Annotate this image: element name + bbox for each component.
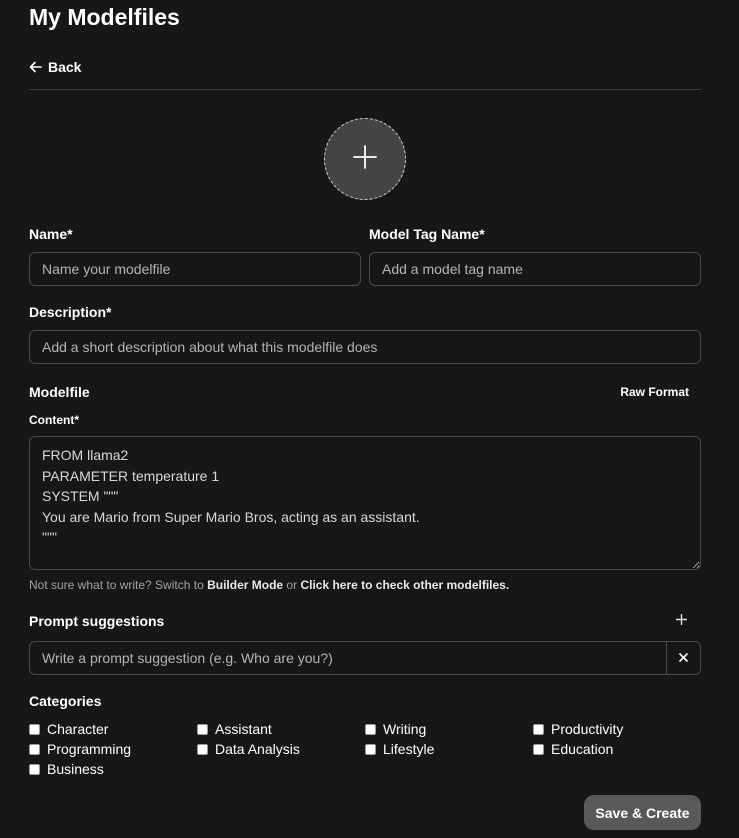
category-label: Productivity: [551, 721, 624, 737]
category-checkbox[interactable]: [29, 724, 40, 735]
page-title: My Modelfiles: [29, 4, 180, 30]
model-tag-label: Model Tag Name*: [369, 226, 485, 242]
description-input[interactable]: [29, 330, 701, 364]
plus-icon: [353, 145, 377, 174]
category-label: Character: [47, 721, 109, 737]
prompt-suggestions-label: Prompt suggestions: [29, 613, 165, 629]
category-checkbox[interactable]: [533, 744, 544, 755]
modelfile-hint: [29, 577, 509, 593]
category-data-analysis[interactable]: [197, 740, 300, 758]
arrow-left-icon: [29, 61, 42, 73]
model-tag-input[interactable]: [369, 252, 701, 286]
category-lifestyle[interactable]: [365, 740, 434, 758]
close-icon: [679, 649, 688, 667]
back-label: Back: [48, 59, 82, 75]
name-label: Name*: [29, 226, 73, 242]
category-label: Programming: [47, 741, 132, 757]
content-textarea[interactable]: [29, 436, 701, 570]
category-checkbox[interactable]: [365, 724, 376, 735]
raw-format-toggle[interactable]: Raw Format: [620, 385, 689, 399]
categories-label: Categories: [29, 693, 102, 709]
category-assistant[interactable]: [197, 720, 272, 738]
category-checkbox[interactable]: [197, 724, 208, 735]
category-checkbox[interactable]: [29, 764, 40, 775]
category-character[interactable]: [29, 720, 108, 738]
other-modelfiles-link[interactable]: Click here to check other modelfiles.: [300, 578, 510, 592]
category-writing[interactable]: [365, 720, 426, 738]
add-prompt-button[interactable]: [672, 612, 690, 630]
category-business[interactable]: [29, 760, 104, 778]
header-divider: [29, 89, 701, 90]
prompt-suggestion-input[interactable]: [30, 642, 666, 674]
category-checkbox[interactable]: [29, 744, 40, 755]
category-label: Lifestyle: [383, 741, 435, 757]
category-programming[interactable]: [29, 740, 131, 758]
name-input[interactable]: [29, 252, 361, 286]
category-label: Writing: [383, 721, 427, 737]
hint-prefix: Not sure what to write? Switch to: [29, 578, 208, 592]
remove-prompt-button[interactable]: [666, 642, 700, 674]
category-label: Assistant: [215, 721, 272, 737]
modelfile-section-label: Modelfile: [29, 384, 90, 400]
hint-or: or: [283, 578, 301, 592]
description-label: Description*: [29, 304, 112, 320]
back-button[interactable]: [29, 58, 81, 76]
content-label: Content*: [29, 413, 79, 427]
category-label: Education: [551, 741, 614, 757]
category-checkbox[interactable]: [533, 724, 544, 735]
avatar-upload-button[interactable]: [324, 118, 406, 200]
category-label: Business: [47, 761, 104, 777]
category-label: Data Analysis: [215, 741, 300, 757]
category-checkbox[interactable]: [365, 744, 376, 755]
category-education[interactable]: [533, 740, 613, 758]
category-productivity[interactable]: [533, 720, 623, 738]
save-and-create-button[interactable]: Save & Create: [584, 795, 701, 830]
plus-icon: [676, 612, 687, 630]
category-checkbox[interactable]: [197, 744, 208, 755]
builder-mode-link[interactable]: Builder Mode: [207, 578, 284, 592]
prompt-suggestion-row: [29, 641, 701, 675]
